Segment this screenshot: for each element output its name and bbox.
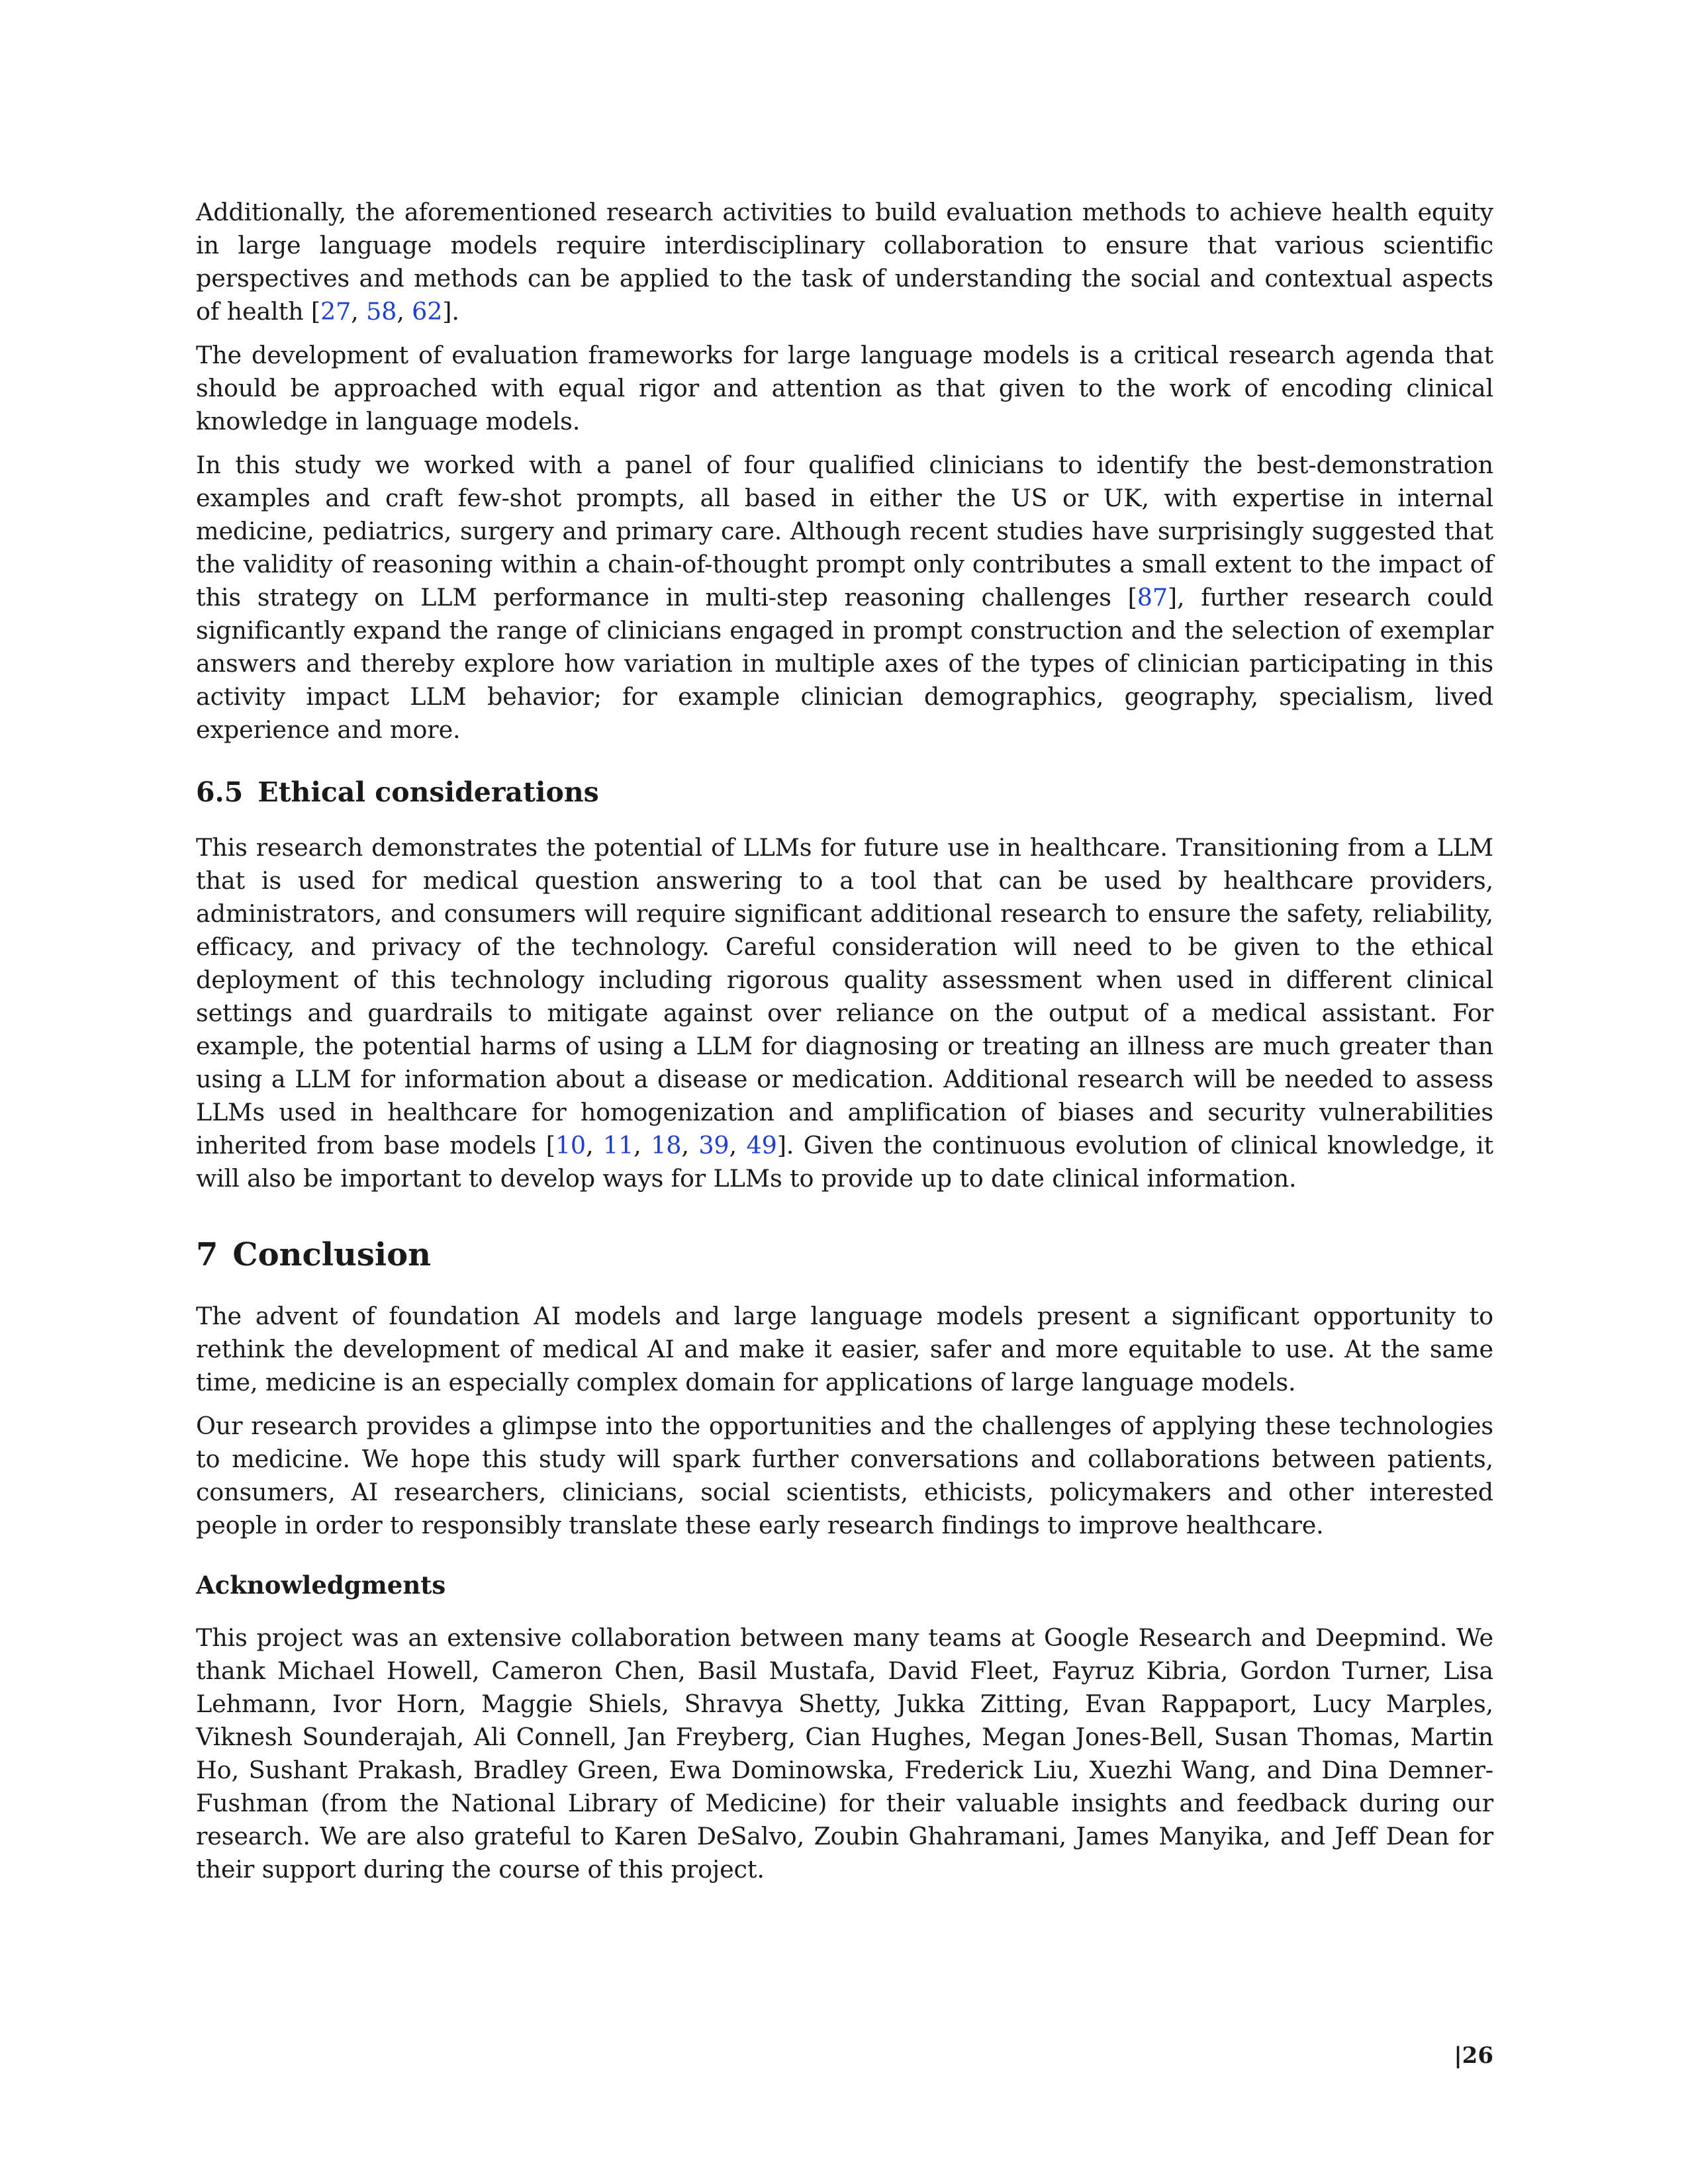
citation-link[interactable]: 62: [412, 297, 443, 326]
section-title: Ethical considerations: [258, 776, 599, 808]
paragraph-conclusion-1: The advent of foundation AI models and large language models present a significant opportunity to rethink the development of medical AI and make it easier, safer and more equitable to use. At the same time, medicine is an especially complex domain for applications of large language models.: [196, 1302, 1493, 1396]
paragraph-health-equity: Additionally, the aforementioned research activities to build evaluation methods to achieve health equity in large language models require interdisciplinary collaboration to ensure that various scientific perspectives and methods can be applied to the task of understanding the social and contextual aspects of health [27, 58, 62].: [196, 198, 1493, 326]
citation-link[interactable]: 87: [1137, 583, 1168, 612]
paragraph-clinician-panel: [196, 449, 1493, 747]
citation-link[interactable]: 10: [555, 1131, 586, 1160]
citation-link[interactable]: 39: [698, 1131, 729, 1160]
acknowledgments-heading: Acknowledgments: [196, 1570, 446, 1600]
paragraph-text: ]. Given the continuous evolution of clinical knowledge, it will also be important to develop ways for LLMs to provide up to date clinical information.: [196, 1131, 1494, 1193]
citation-link[interactable]: 11: [603, 1131, 634, 1160]
citation-link[interactable]: 49: [746, 1131, 777, 1160]
section-number: 6.5: [196, 776, 244, 808]
section-title: Conclusion: [232, 1236, 432, 1273]
paragraph-ethical-considerations: This research demonstrates the potential of LLMs for future use in healthcare. Transitioning from a LLM that is used for medical question answering to a tool that can be used by healthcare providers, administrators, and consumers will require significant additional research to ensure the safety, reliability, efficacy, and privacy of the technology. Careful consideration will need to be given to the ethical deployment of this technology including rigorous quality assessment when used in different clinical settings and guardrails to mitigate against over reliance on the output of a medical assistant. For example, the potential harms of using a LLM for diagnosing or treating an illness are much greater than using a LLM for information about a disease or medication. Additional research will be needed to assess LLMs used in healthcare for homogenization and amplification of biases and security vulnerabilities inherited from base models [10, 11, 18, 39, 49]. Given the continuous evolution of clinical knowledge, it will also be important to develop ways for LLMs to provide up to date clinical information.: [196, 833, 1494, 1193]
page-number: |26: [1454, 2042, 1493, 2069]
citation-link[interactable]: 58: [366, 297, 397, 326]
citation-link[interactable]: 18: [651, 1131, 682, 1160]
section-heading-ethical-considerations: [196, 776, 1493, 809]
paragraph-text: In this study we worked with a panel of four qualified clinicians to identify the best-demonstration examples and craft few-shot prompts, all based in either the US or UK, with expertise in internal medicine, pediatrics, surgery and primary care. Although recent studies have surprisingly suggested that the validity of reasoning within a chain-of-thought prompt only contributes a small extent to the impact of this strategy on LLM performance in multi-step reasoning challenges [: [196, 451, 1493, 612]
page-body: [196, 196, 1493, 1897]
paragraph-text: This research demonstrates the potential of LLMs for future use in healthcare. Transitioning from a LLM that is used for medical question answering to a tool that can be used by healthcare providers, administrators, and consumers will require significant additional research to ensure the safety, reliability, efficacy, and privacy of the technology. Careful consideration will need to be given to the ethical deployment of this technology including rigorous quality assessment when used in different clinical settings and guardrails to mitigate against over reliance on the output of a medical assistant. For example, the potential harms of using a LLM for diagnosing or treating an illness are much greater than using a LLM for information about a disease or medication. Additional research will be needed to assess LLMs used in healthcare for homogenization and amplification of biases and security vulnerabilities inherited from base models [: [196, 833, 1493, 1160]
paragraph-text: ].: [442, 297, 459, 326]
citation-link[interactable]: 27: [320, 297, 352, 326]
paragraph-evaluation-frameworks: The development of evaluation frameworks for large language models is a critical research agenda that should be approached with equal rigor and attention as that given to the work of encoding clinical knowledge in language models.: [196, 341, 1493, 435]
paragraph-text: Additionally, the aforementioned research activities to build evaluation methods to achieve health equity in large language models require interdisciplinary collaboration to ensure that various scientific perspectives and methods can be applied to the task of understanding the social and contextual aspects of health [: [196, 198, 1493, 326]
paragraph-acknowledgments: This project was an extensive collaboration between many teams at Google Research and Deepmind. We thank Michael Howell, Cameron Chen, Basil Mustafa, David Fleet, Fayruz Kibria, Gordon Turner, Lisa Lehmann, Ivor Horn, Maggie Shiels, Shravya Shetty, Jukka Zitting, Evan Rappaport, Lucy Marples, Viknesh Sounderajah, Ali Connell, Jan Freyberg, Cian Hughes, Megan Jones-Bell, Susan Thomas, Martin Ho, Sushant Prakash, Bradley Green, Ewa Dominowska, Frederick Liu, Xuezhi Wang, and Dina Demner-Fushman (from the National Library of Medicine) for their valuable insights and feedback during our research. We are also grateful to Karen DeSalvo, Zoubin Ghahramani, James Manyika, and Jeff Dean for their support during the course of this project.: [196, 1623, 1493, 1884]
section-number: 7: [196, 1236, 218, 1273]
section-heading-conclusion: [196, 1236, 1493, 1273]
paragraph-text: ], further research could significantly expand the range of clinicians engaged in prompt construction and the selection of exemplar answers and thereby explore how variation in multiple axes of the types of clinician participating in this activity impact LLM behavior; for example clinician demographics, geography, specialism, lived experience and more.: [196, 583, 1494, 744]
paragraph-conclusion-2: Our research provides a glimpse into the opportunities and the challenges of applying these technologies to medicine. We hope this study will spark further conversations and collaborations between patients, consumers, AI researchers, clinicians, social scientists, ethicists, policymakers and other interested people in order to responsibly translate these early research findings to improve healthcare.: [196, 1412, 1493, 1539]
